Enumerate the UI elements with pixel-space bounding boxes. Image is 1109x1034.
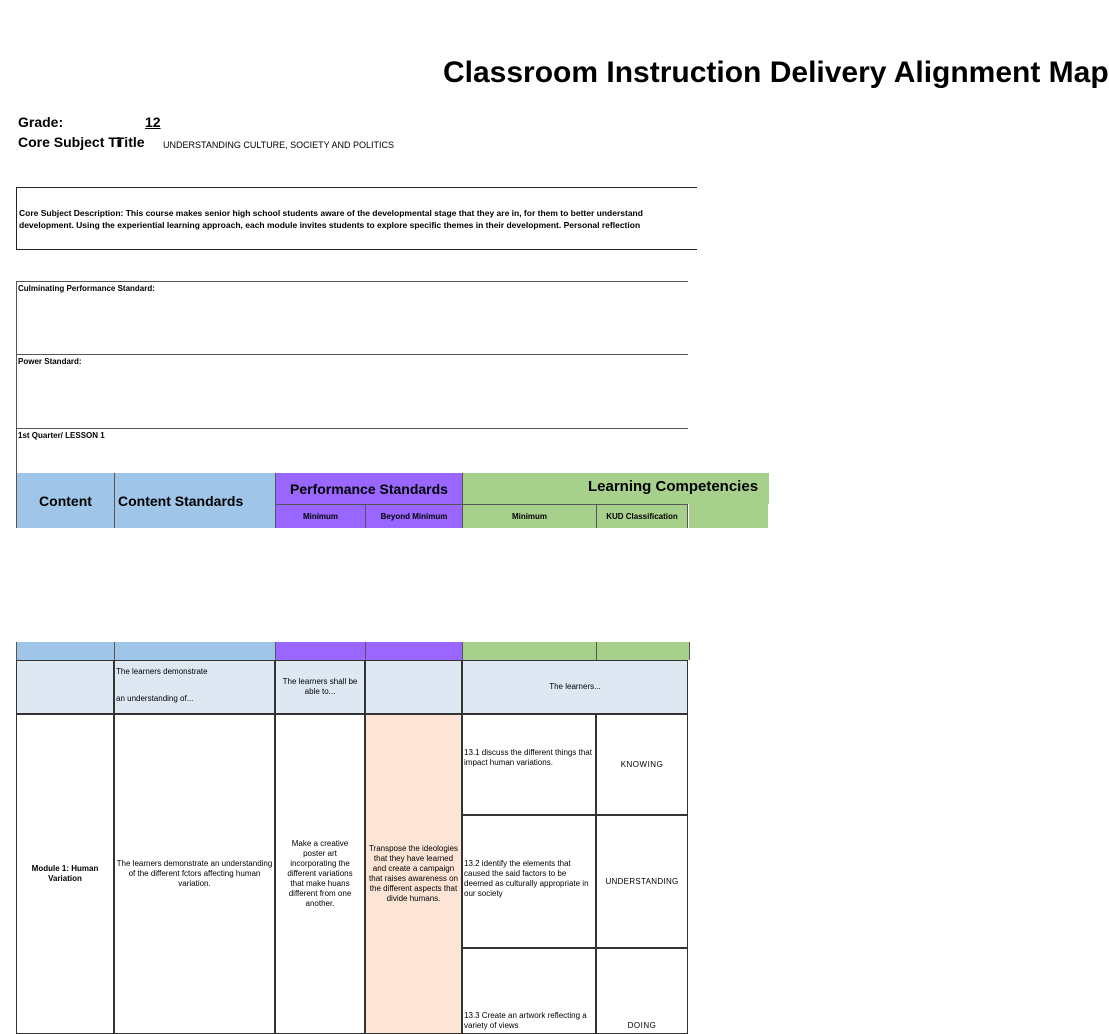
competency-3	[462, 948, 596, 1034]
header-strip	[114, 642, 276, 660]
header-strip	[16, 642, 115, 660]
header-lc-minimum: Minimum	[462, 504, 596, 528]
description-box	[16, 187, 697, 250]
divider	[16, 354, 688, 355]
page-title: Classroom Instruction Delivery Alignment Map	[443, 56, 1109, 89]
subject-value: UNDERSTANDING CULTURE, SOCIETY AND POLITICS	[163, 140, 395, 150]
subheader-learners: The learners...	[462, 660, 688, 714]
module-title: Module 1: Human Variation	[16, 714, 114, 1034]
header-strip	[462, 642, 597, 660]
competency-3-text: 13.3 Create an artwork reflecting a variety of views	[464, 1011, 587, 1030]
header-strip	[365, 642, 463, 660]
header-content: Content	[16, 473, 114, 528]
module-minimum: Make a creative poster art incorporating the different variations that make huans different from one another.	[275, 714, 365, 1034]
description-line-1: Core Subject Description: This course makes senior high school students aware of the developmental stage that they are in, for them to better understand	[19, 208, 643, 218]
subheader-performance: The learners shall be able to...	[275, 660, 365, 714]
header-content-standards: Content Standards	[114, 473, 275, 528]
description-line-2: development. Using the experiential learning approach, each module invites students to explore specific themes in their development. Personal reflection	[19, 220, 641, 230]
header-green-fill	[689, 504, 768, 528]
module-content-standard: The learners demonstrate an understanding of the different fctors affecting human variation.	[114, 714, 275, 1034]
culminating-label: Culminating Performance Standard:	[18, 284, 155, 293]
standards-section	[16, 281, 689, 473]
kud-3-text: DOING	[627, 1021, 657, 1030]
competency-1-text: 13.1 discuss the different things that impact human variations.	[464, 748, 592, 767]
divider	[16, 428, 688, 429]
header-kud: KUD Classification	[596, 504, 688, 528]
grade-value: 12	[145, 114, 161, 130]
header-performance-standards: Performance Standards	[275, 473, 462, 504]
subheader-cs-line2: an understanding of...	[116, 694, 194, 703]
module-beyond-minimum: Transpose the ideologies that they have learned and create a campaign that raises awareness on the different aspects that divide humans.	[365, 714, 462, 1034]
subject-label: Core Subject Ti	[18, 134, 121, 150]
header-strip	[275, 642, 366, 660]
subheader-cell	[365, 660, 462, 714]
kud-1: KNOWING	[596, 714, 688, 815]
kud-2: UNDERSTANDING	[596, 815, 688, 948]
kud-3	[596, 948, 688, 1034]
learning-competencies-label: Learning Competencies	[588, 478, 759, 495]
header-learning-competencies	[462, 473, 769, 504]
subject-label-title: Title	[116, 134, 145, 150]
grade-label: Grade:	[18, 114, 64, 130]
header-minimum: Minimum	[275, 504, 365, 528]
header-strip	[596, 642, 690, 660]
competency-1	[462, 714, 596, 815]
subheader-cell	[16, 660, 114, 714]
subheader-cs-line1: The learners demonstrate	[116, 667, 208, 676]
quarter-label: 1st Quarter/ LESSON 1	[18, 431, 105, 440]
divider	[16, 281, 688, 282]
competency-2	[462, 815, 596, 948]
header-beyond-minimum: Beyond Minimum	[365, 504, 462, 528]
power-label: Power Standard:	[18, 357, 82, 366]
subheader-content-standards	[114, 660, 275, 714]
competency-2-text: 13.2 identify the elements that caused the said factors to be deemed as culturally appropriate in our society	[464, 859, 589, 898]
